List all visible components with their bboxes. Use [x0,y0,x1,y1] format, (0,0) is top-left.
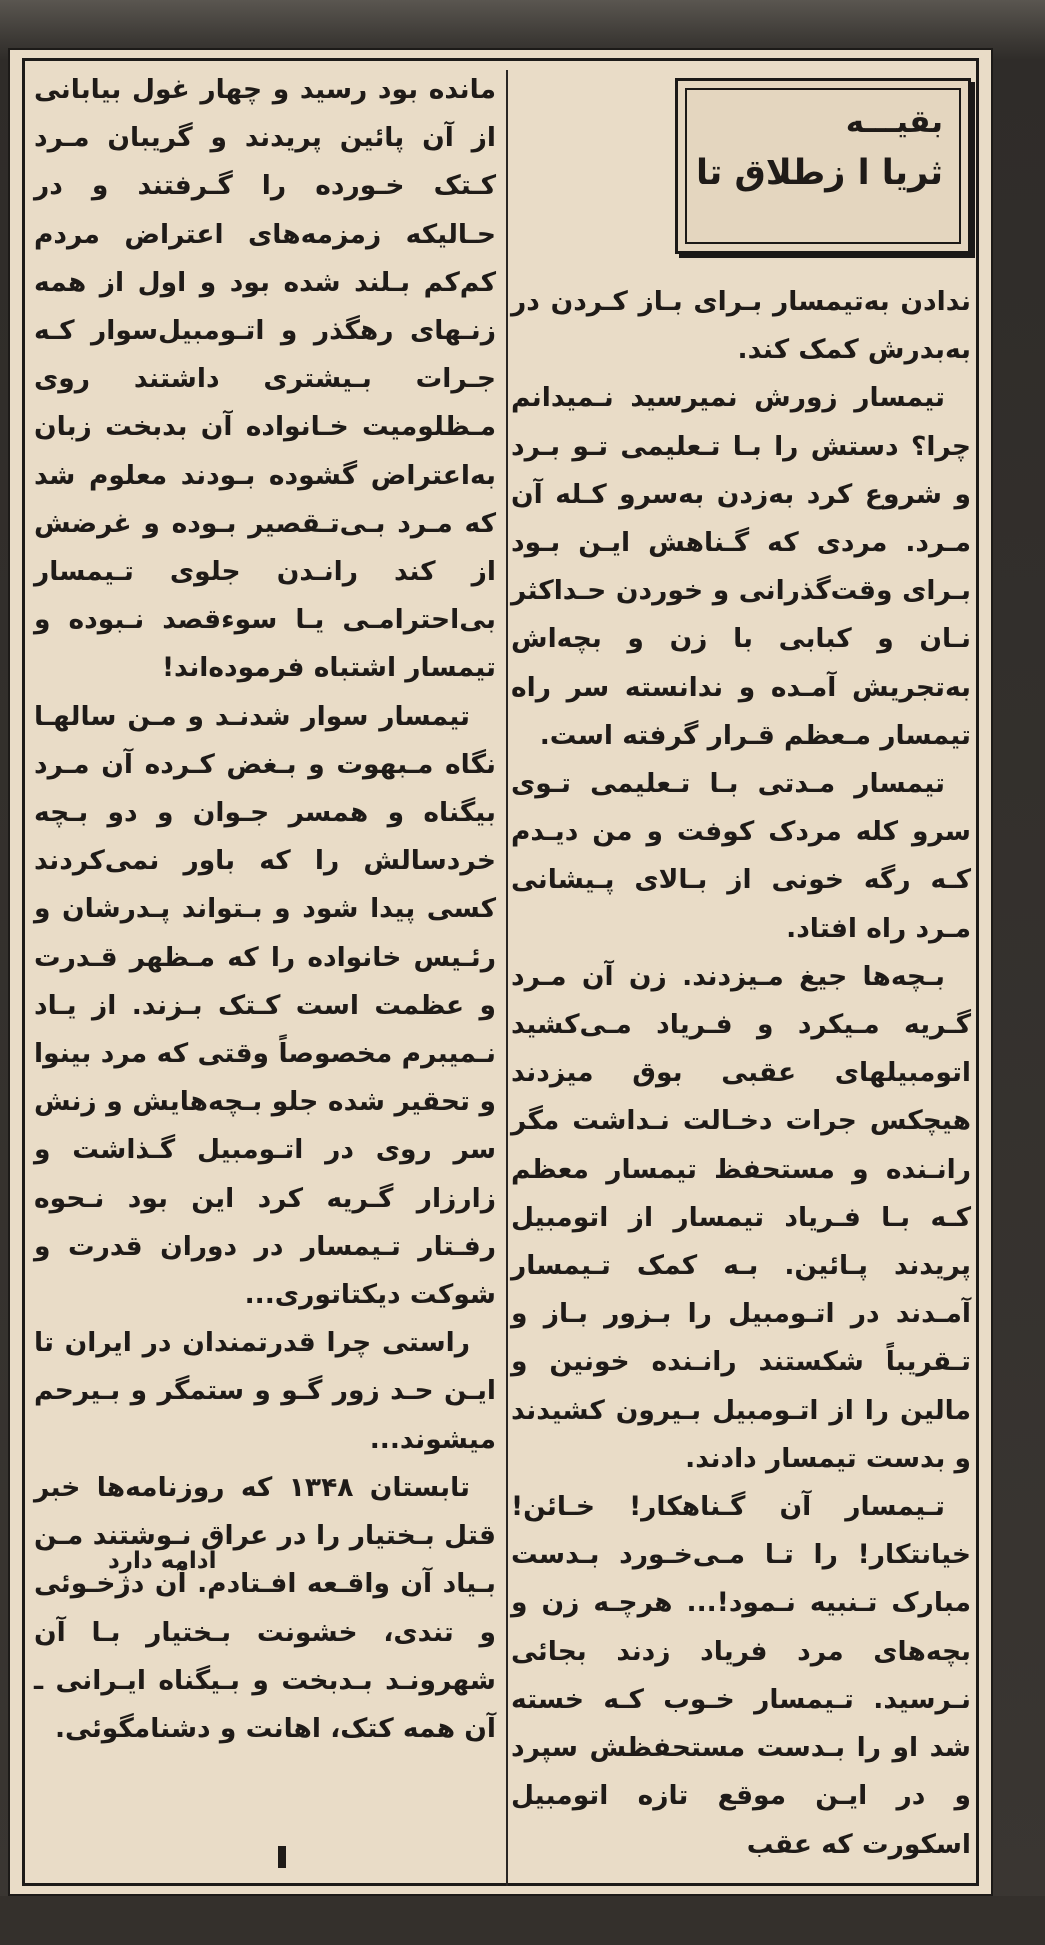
paragraph: تیمسار مـدتی بـا تـعلیمی تـوی سرو کله مردک کوفت و من دیـدم کـه رگه خونی از بـالای پـیشانی مـرد راه افتاد. [511,768,971,944]
paragraph: راستی چرا قدرتمندان در ایران تا ایـن حـد زور گـو و ستمگر و بـیرحم میشوند... [34,1327,496,1455]
paragraph: تیمسار زورش نمیرسید نـمیدانم چرا؟ دستش را بـا تـعلیمی تـو بـرد و شروع کرد به‌زدن به‌سرو کـله آن مـرد. مردی که گـناهش ایـن بـود بـرای وقت‌گذرانی و خوردن حـداکثر نـان و کبابی با زن و بچه‌اش به‌تجریش آمـده و ندانسته سر راه تیمسار مـعظم قـرار گرفته است. [511,382,971,751]
title-headline: ثریا ا زطلاق تا [695,153,943,193]
paragraph: مانده بود رسید و چهار غول بیابانی از آن پائین پریدند و گریبان مـرد کـتک خـورده را گـرفتند و در حـالیکه زمزمه‌های اعتراض مردم کم‌کم بـلند شده بود و اول از همه زنـهای رهگذر و اتـومبیل‌سوار کـه جـرات بـیشتری داشتند روی مـظلومیت خـانواده آن بدبخت زبان به‌اعتراض گشوده بـودند معلوم شد که مـرد بـی‌تـقصیر بـوده و غرضش از کند رانـدن جلوی تـیمسار بی‌احترامـی یـا سوءقصد نـبوده و تیمسار اشتباه فرموده‌اند! [34,74,496,684]
column-divider [506,70,508,1886]
paragraph: بـچه‌ها جیغ مـیزدند. زن آن مـرد گـریه مـیکرد و فـریاد مـی‌کشید اتومبیلهای عقبی بوق میزدند هیچکس جرات دخـالت نـداشت مگر رانـنده و مستحفظ تیمسار معظم کـه بـا فـریاد تیمسار از اتومبیل پریدند پـائین. بـه کمک تـیمسار آمـدند در اتـومبیل را بـزور بـاز و تـقریباً شکستند رانـنده خونین و مالین را از اتـومبیل بـیرون کشیدند و بدست تیمسار دادند. [511,960,971,1474]
newspaper-clipping [8,48,993,1896]
title-continued: بقیـــه [845,104,943,140]
paragraph: تیمسار سوار شدنـد و مـن سالهـا نگاه مـبهوت و بـغض کـرده آن مـرد بیگناه و همسر جـوان و دو بـچه خردسالش را که باور نمی‌کردند کسی پیدا شود و بـتواند پـدرشان و رئـیس خانواده را که مـظهر قـدرت و عظمت است کـتک بـزند. از یـاد نـمیبرم مخصوصاً وقتی که مرد بینوا و تحقیر شده جلو بـچه‌هایش و زنش سر روی در اتـومبیل گـذاشت و زارزار گـریه کرد این بود نـحوه رفـتار تـیمسار در دوران قدرت و شوکت دیکتاتوری... [34,700,496,1311]
paragraph: تـیمسار آن گـناهکار! خـائن! خیانتکار! را تـا مـی‌خـورد بـدست مبارک تـنبیه نـمود!... هرچـه زن و بچه‌های مرد فریاد زدند بجائی نـرسید. تـیمسار خـوب کـه خسته شد او را بـدست مستحفظش سپرد و در ایـن موقع تازه اتومبیل اسکورت که عقب [511,1491,971,1860]
page-marker [278,1846,286,1868]
paragraph: ندادن به‌تیمسار بـرای بـاز کـردن در به‌بدرش کمک کند. [511,286,971,366]
paragraph: تابستان ۱۳۴۸ که روزنامه‌ها خبر قتل بـختیار را در عراق نـوشتند مـن بـیاد آن واقـعه افـتادم. آن دژخـوئی و تندی، خشونت بـختیار بـا آن شهرونـد بـدبخت و بـیگناه ایـرانی ـ آن همه کتک، اهانت و دشنامگوئی. [34,1471,496,1744]
bottom-shadow [0,1896,1045,1945]
right-column [511,278,971,1869]
to-be-continued: ادامه دارد [108,1548,217,1574]
continuation-title-box [675,78,971,254]
title-inner-border [685,88,961,244]
left-column [34,66,496,1753]
